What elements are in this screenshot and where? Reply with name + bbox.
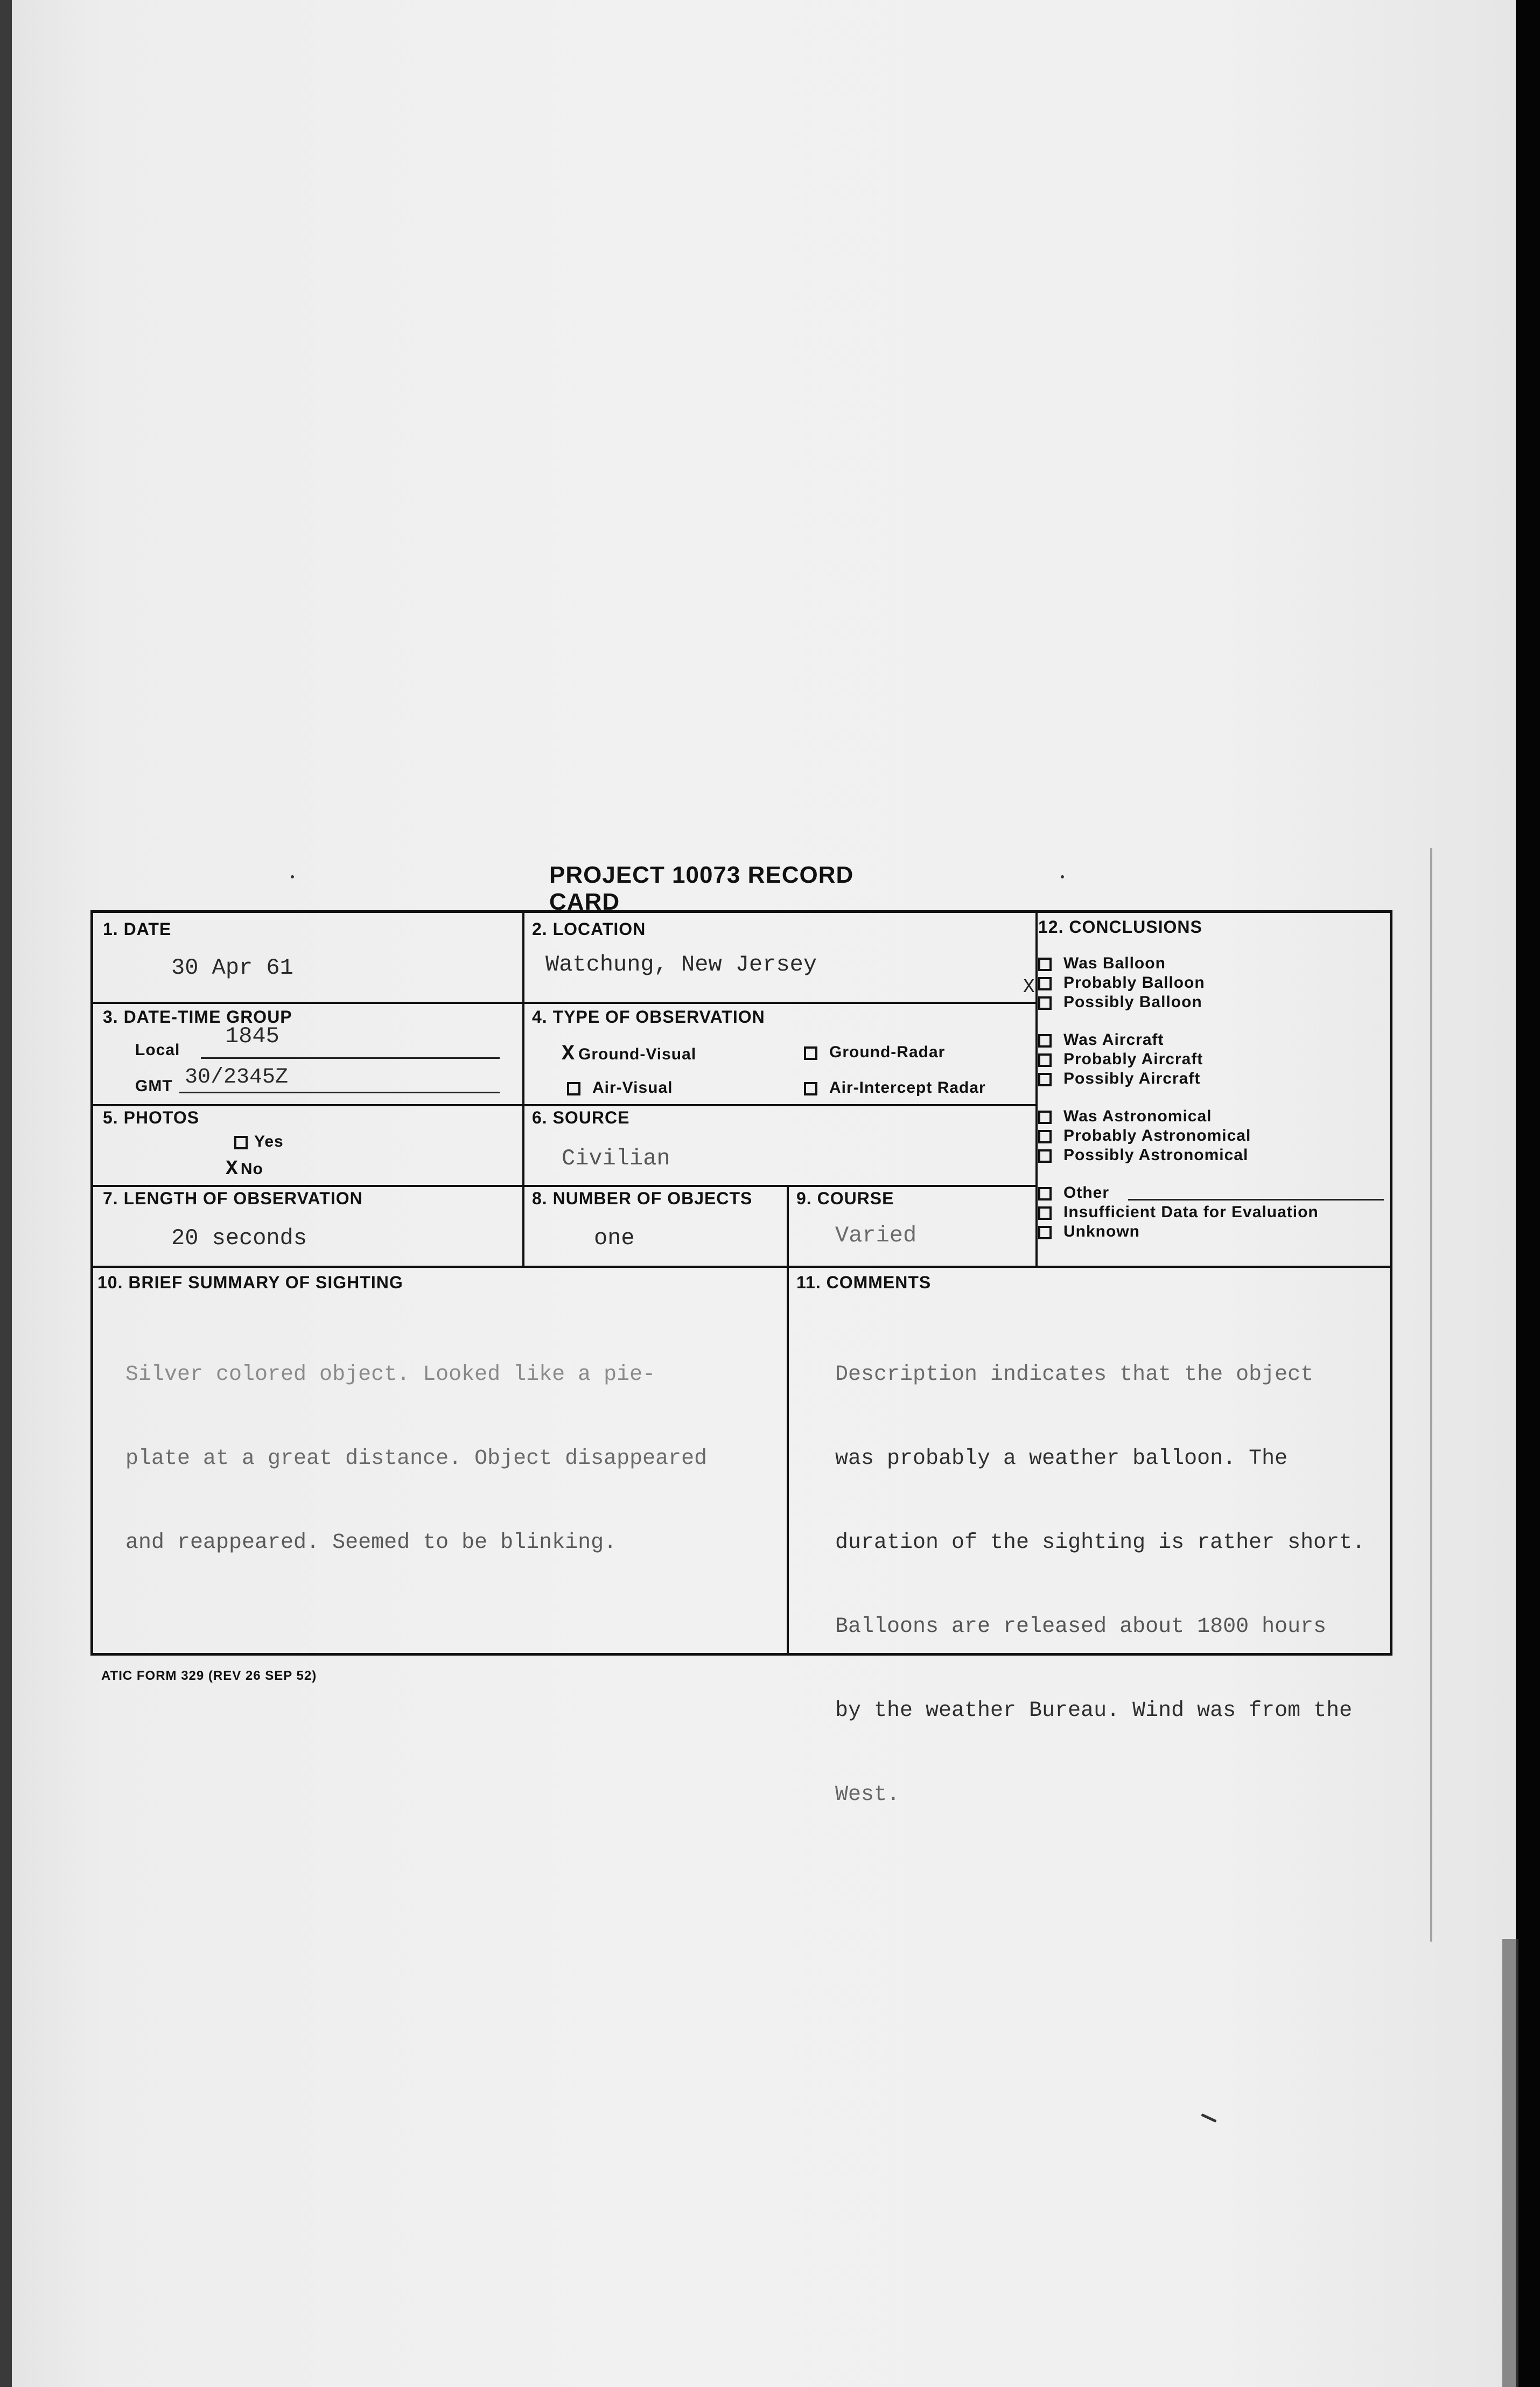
comments-line: by the weather Bureau. Wind was from the (835, 1699, 1353, 1723)
conclusion-label: Possibly Aircraft (1063, 1070, 1201, 1087)
checkbox-icon (1038, 996, 1052, 1010)
conclusion-other[interactable] (1038, 1184, 1109, 1202)
comments-line: Description indicates that the object (835, 1363, 1314, 1387)
option-ground-radar[interactable] (804, 1043, 945, 1062)
row-divider (93, 1266, 1391, 1268)
checkbox-icon (1038, 1226, 1052, 1239)
summary-line: and reappeared. Seemed to be blinking. (125, 1531, 617, 1555)
date-value: 30 Apr 61 (171, 955, 293, 981)
photos-no-label: No (240, 1160, 263, 1178)
conclusion-unknown[interactable] (1038, 1223, 1140, 1241)
conclusion-label: Other (1063, 1184, 1110, 1202)
checkbox-icon (1038, 1187, 1052, 1201)
scan-left-edge (0, 0, 12, 2387)
number-of-objects-value: one (594, 1225, 635, 1251)
conclusion-was-balloon[interactable] (1038, 954, 1166, 973)
photos-no-option[interactable] (226, 1157, 263, 1181)
gmt-underline (179, 1092, 500, 1093)
row-divider (93, 1002, 1035, 1004)
length-value: 20 seconds (171, 1225, 307, 1251)
conclusion-label: Unknown (1063, 1223, 1140, 1240)
card-title: PROJECT 10073 RECORD CARD (549, 862, 854, 915)
conclusions-label: 12. CONCLUSIONS (1038, 917, 1202, 937)
paper-fold-line (1430, 848, 1432, 1942)
summary-text (125, 1305, 707, 1613)
gmt-label: GMT (135, 1077, 173, 1095)
conclusion-probably-balloon[interactable] (1038, 974, 1205, 992)
checkbox-icon (1038, 1206, 1052, 1220)
comments-label: 11. COMMENTS (796, 1273, 932, 1292)
option-ground-visual[interactable] (562, 1042, 696, 1066)
date-time-group-label: 3. DATE-TIME GROUP (103, 1007, 292, 1027)
photos-yes-label: Yes (254, 1133, 284, 1150)
location-label: 2. LOCATION (532, 919, 646, 939)
summary-line: Silver colored object. Looked like a pie- (125, 1363, 656, 1387)
comments-line: West. (835, 1783, 900, 1807)
checkbox-icon (1038, 1073, 1052, 1086)
local-time-underline (201, 1057, 500, 1059)
comments-line: duration of the sighting is rather short. (835, 1531, 1366, 1555)
column-divider (787, 1185, 789, 1653)
conclusion-possibly-astronomical[interactable] (1038, 1146, 1248, 1164)
form-footer: ATIC FORM 329 (REV 26 SEP 52) (101, 1669, 317, 1683)
dust-speck (1061, 875, 1064, 878)
source-value: Civilian (562, 1146, 670, 1171)
local-time-label: Local (135, 1041, 180, 1059)
location-value: Watchung, New Jersey (545, 952, 817, 978)
checkbox-icon (804, 1046, 817, 1060)
scan-right-edge (1516, 0, 1540, 2387)
option-ground-radar-label: Ground-Radar (829, 1043, 946, 1061)
gmt-value: 30/2345Z (185, 1065, 289, 1090)
conclusion-label: Was Balloon (1063, 954, 1166, 972)
conclusion-label: Was Astronomical (1063, 1107, 1212, 1125)
conclusion-probably-astronomical[interactable] (1038, 1127, 1251, 1145)
date-label: 1. DATE (103, 919, 172, 939)
checkbox-icon (1038, 958, 1052, 971)
option-ground-visual-label: Ground-Visual (578, 1045, 697, 1063)
column-divider (1035, 913, 1038, 1266)
checkbox-icon (804, 1082, 817, 1095)
checkbox-icon (567, 1082, 580, 1095)
conclusion-was-aircraft[interactable] (1038, 1031, 1164, 1049)
row-divider (93, 1104, 1035, 1106)
option-air-visual[interactable] (567, 1079, 673, 1097)
checked-mark-icon: X (226, 1157, 239, 1181)
number-of-objects-label: 8. NUMBER OF OBJECTS (532, 1189, 753, 1208)
checkbox-icon (1038, 977, 1052, 990)
length-label: 7. LENGTH OF OBSERVATION (103, 1189, 363, 1208)
checkbox-icon (1038, 1034, 1052, 1048)
conclusion-label: Insufficient Data for Evaluation (1063, 1203, 1319, 1221)
column-divider (522, 913, 524, 1266)
conclusion-label: Probably Aircraft (1063, 1050, 1203, 1068)
checkbox-icon (1038, 1130, 1052, 1143)
checked-mark-icon: X (562, 1042, 576, 1066)
checkbox-icon (1038, 1053, 1052, 1067)
conclusion-probably-aircraft[interactable] (1038, 1050, 1203, 1069)
option-air-visual-label: Air-Visual (592, 1079, 673, 1097)
photos-label: 5. PHOTOS (103, 1108, 200, 1127)
comments-line: Balloons are released about 1800 hours (835, 1615, 1327, 1639)
conclusion-label: Possibly Astronomical (1063, 1146, 1249, 1164)
option-air-intercept-radar-label: Air-Intercept Radar (829, 1079, 986, 1097)
course-label: 9. COURSE (796, 1189, 894, 1208)
dust-speck (291, 875, 294, 878)
checkbox-icon (1038, 1149, 1052, 1163)
other-underline (1128, 1199, 1384, 1201)
observation-type-label: 4. TYPE OF OBSERVATION (532, 1007, 765, 1027)
checkbox-icon (1038, 1111, 1052, 1124)
conclusion-insufficient-data[interactable] (1038, 1203, 1319, 1222)
checkbox-icon (234, 1136, 248, 1149)
selected-mark-icon: X (1023, 976, 1035, 998)
conclusion-label: Probably Balloon (1063, 974, 1205, 992)
option-air-intercept-radar[interactable] (804, 1079, 986, 1097)
conclusion-label: Was Aircraft (1063, 1031, 1164, 1049)
local-time-value: 1845 (225, 1023, 279, 1049)
conclusion-possibly-aircraft[interactable] (1038, 1070, 1200, 1088)
paper-curl-shadow (1502, 1939, 1518, 2387)
comments-line: was probably a weather balloon. The (835, 1447, 1288, 1471)
row-divider (93, 1185, 1035, 1187)
photos-yes-option[interactable] (234, 1133, 284, 1151)
summary-label: 10. BRIEF SUMMARY OF SIGHTING (97, 1273, 403, 1292)
conclusion-was-astronomical[interactable] (1038, 1107, 1212, 1126)
comments-text (835, 1305, 1365, 1865)
conclusion-possibly-balloon[interactable] (1038, 993, 1202, 1011)
conclusion-label: Possibly Balloon (1063, 993, 1202, 1011)
course-value: Varied (835, 1223, 917, 1248)
summary-line: plate at a great distance. Object disappeared (125, 1447, 708, 1471)
conclusion-label: Probably Astronomical (1063, 1127, 1251, 1144)
source-label: 6. SOURCE (532, 1108, 630, 1127)
